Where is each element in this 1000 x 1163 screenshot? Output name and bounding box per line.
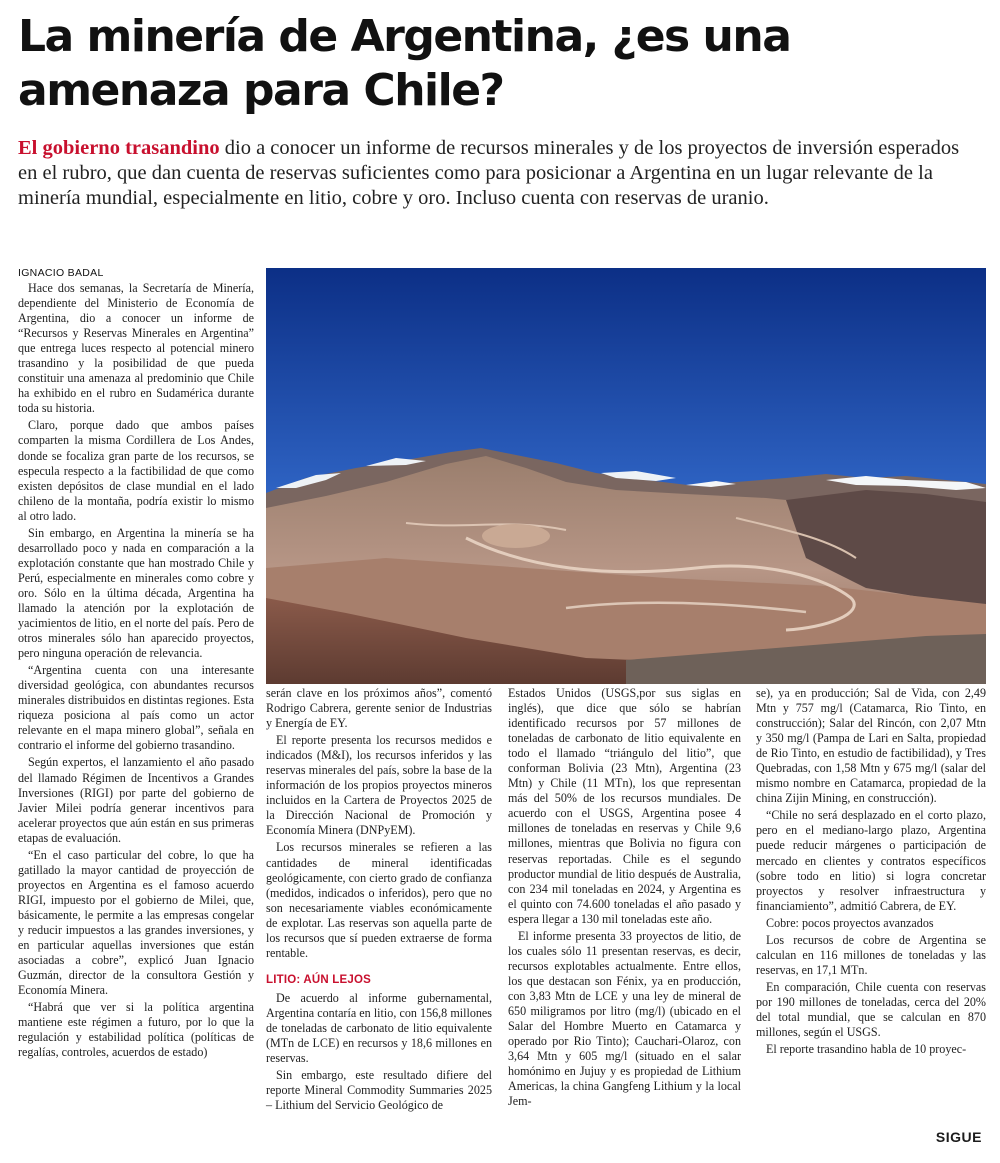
paragraph: “En el caso particular del cobre, lo que ha gatillado la mayor cantidad de proyección de proyectos en Argentina es el famoso acuerdo RIGI, impuesto por el gobierno de Milei, que, básicamente, le permite a las empresas congelar y reducir impuestos a las grandes inversiones, y en particular aquellas inversiones que están asociadas a cobre”, explicó Juan Ignacio Guzmán, director de la consultora Gestión y Economía Minera. <box>18 847 254 998</box>
article-column-2 <box>266 686 492 1115</box>
article-column-3 <box>508 686 741 1111</box>
paragraph: Sin embargo, este resultado difiere del reporte Mineral Commodity Summaries 2025 – Lithium del Servicio Geológico de <box>266 1068 492 1113</box>
paragraph: Sin embargo, en Argentina la minería se ha desarrollado poco y nada en comparación a la explotación constante que han mostrado Chile y Perú, especialmente en minerales como cobre y oro. Sólo en la última década, Argentina ha llamado la atención por la explotación de yacimientos de litio, en el norte del país. Pero de otros minerales sólo han aparecido proyectos, pero ninguna operación de relevancia. <box>18 525 254 661</box>
article-column-4 <box>756 686 986 1059</box>
paragraph: “Chile no será desplazado en el corto plazo, pero en el mediano-largo plazo, Argentina puede reducir márgenes o participación de mercado en clientes y contratos específicos (sobre todo en litio) si logra concretar proyectos y resolver infraestructura y financiamiento”, admitió Cabrera, de EY. <box>756 808 986 913</box>
paragraph: Los recursos de cobre de Argentina se calculan en 116 millones de toneladas y las reservas, en 17,1 MTn. <box>756 932 986 977</box>
paragraph: El reporte trasandino habla de 10 proyec- <box>766 1042 967 1057</box>
lede-kicker: El gobierno trasandino <box>18 137 220 159</box>
paragraph: Estados Unidos (USGS,por sus siglas en inglés), que dice que sólo se habrían identificado recursos por 57 millones de toneladas de carbonato de litio equivalente en todo el llamado “triángulo del litio”, que conforman Bolivia (23 Mtn), Argentina (23 Mtn) y Chile (11 MTn), los que representan más del 50% de los recursos mundiales. De acuerdo con el USGS, Argentina posee 4 millones de toneladas en reservas y Chile 9,6 millones, mientras que Bolivia no figura con reservas reportadas. Chile es el segundo productor mundial de litio después de Australia, con 234 mil toneladas en 2024, y Argentina es el quinto con 74.600 toneladas el año pasado y espera llegar a 130 mil toneladas este año. <box>508 686 741 926</box>
headline-line-2: amenaza para Chile? <box>18 65 504 116</box>
headline-line-1: La minería de Argentina, ¿es una <box>18 11 791 62</box>
section-label-cobre: Cobre: pocos proyectos avanzados <box>766 915 934 930</box>
article-column-1 <box>18 281 254 1062</box>
continue-label: SIGUE <box>935 1129 982 1145</box>
paragraph: Los recursos minerales se refieren a las cantidades de mineral identificadas geológicamente, con cierto grado de confianza (medidos, indicados o inferidos), pero que no son necesariamente viables económicamente de explotar. Las reservas son aquella parte de los recursos que sí pueden extraerse de forma rentable. <box>266 840 492 960</box>
paragraph: Claro, porque dado que ambos países comparten la misma Cordillera de Los Andes, donde se focaliza gran parte de los recursos, se especula respecto a la factibilidad de que como existen depósitos de clase mundial en el lado chileno de la montaña, podría existir lo mismo al otro lado. <box>18 418 254 523</box>
headline <box>18 10 978 118</box>
lede-text: dio a conocer un informe de recursos minerales y de los proyectos de inversión esperados en el rubro, que dan cuenta de reservas suficientes como para posicionar a Argentina en un lugar relevante de la minería mundial, especialmente en litio, cobre y oro. Incluso cuenta con reservas de uranio. <box>18 137 960 209</box>
paragraph: “Argentina cuenta con una interesante diversidad geológica, con abundantes recursos minerales distribuidos en distintas regiones. Esta riqueza posiciona al país como un actor relevante en el mapa minero global”, señala en contrario el informe del gobierno trasandino. <box>18 663 254 753</box>
paragraph: se), ya en producción; Sal de Vida, con 2,49 Mtn y 757 mg/l (Catamarca, Rio Tinto, en construcción); Salar del Rincón, con 2,07 Mtn y 350 mg/l (Pampa de Lari en Salta, propiedad de Rio Tinto, en estudio de factibilidad), y Tres Quebradas, con 1,58 Mtn y 675 mg/l (salar del mismo nombre en Catamarca, propiedad de la china Zijin Mining, en construcción). <box>756 686 986 806</box>
paragraph: Según expertos, el lanzamiento el año pasado del llamado Régimen de Incentivos a Grandes Inversiones (RIGI) por parte del gobierno de Javier Milei podría generar incentivos para acelerar proyectos que aún están en sus primeras etapas de evaluación. <box>18 755 254 845</box>
paragraph: De acuerdo al informe gubernamental, Argentina contaría en litio, con 156,8 millones de toneladas de carbonato de litio equivalente (MTn de LCE) en recursos y 18,6 millones en reservas. <box>266 990 492 1066</box>
paragraph: En comparación, Chile cuenta con reservas por 190 millones de toneladas, cerca del 20% del total mundial, que se calculan en 870 millones, según el USGS. <box>756 979 986 1040</box>
paragraph: El informe presenta 33 proyectos de litio, de los cuales sólo 11 presentan reservas, es decir, recursos explotables actualmente. Entre ellos, los que destacan son Fénix, ya en producción, con 3,83 Mtn de LCE y una ley de mineral de 650 miligramos por litro (mg/l) (ubicado en el Salar del Hombre Muerto en Catamarca y operado por Rio Tinto); Cauchari-Olaroz, con 3,64 Mtn y 605 mg/l (situado en el salar homónimo en Jujuy y es propiedad de Lithium Americas, la china Gangfeng Lithium y la local Jem- <box>508 928 741 1109</box>
mine-landscape-photo <box>266 268 986 684</box>
mountain-mine-illustration <box>266 268 986 684</box>
paragraph: El reporte presenta los recursos medidos e indicados (M&I), los recursos inferidos y las reservas minerales del país, sobre la base de la información de los propios proyectos mineros incluidos en la Cartera de Proyectos 2025 de la Dirección Nacional de Promoción y Economía Minera (DNPyEM). <box>266 733 492 838</box>
paragraph: “Habrá que ver si la política argentina mantiene este régimen a futuro, por lo que la regulación y estabilidad política (políticas de regalías, controles, acuerdos de estado) <box>18 1000 254 1060</box>
paragraph: Hace dos semanas, la Secretaría de Minería, dependiente del Ministerio de Economía de Argentina, dio a conocer un informe de “Recursos y Reservas Minerales en Argentina” que entrega luces respecto al potencial minero trasandino y la posibilidad de que pueda constituir una amenaza al predominio que Chile ha exhibido en el rubro en Sudamérica durante toda su historia. <box>18 281 254 416</box>
subhead-litio: LITIO: AÚN LEJOS <box>266 973 371 986</box>
byline: IGNACIO BADAL <box>18 267 104 279</box>
paragraph: serán clave en los próximos años”, comentó Rodrigo Cabrera, gerente senior de Industrias y Energía de EY. <box>266 686 492 731</box>
lede <box>18 136 978 211</box>
